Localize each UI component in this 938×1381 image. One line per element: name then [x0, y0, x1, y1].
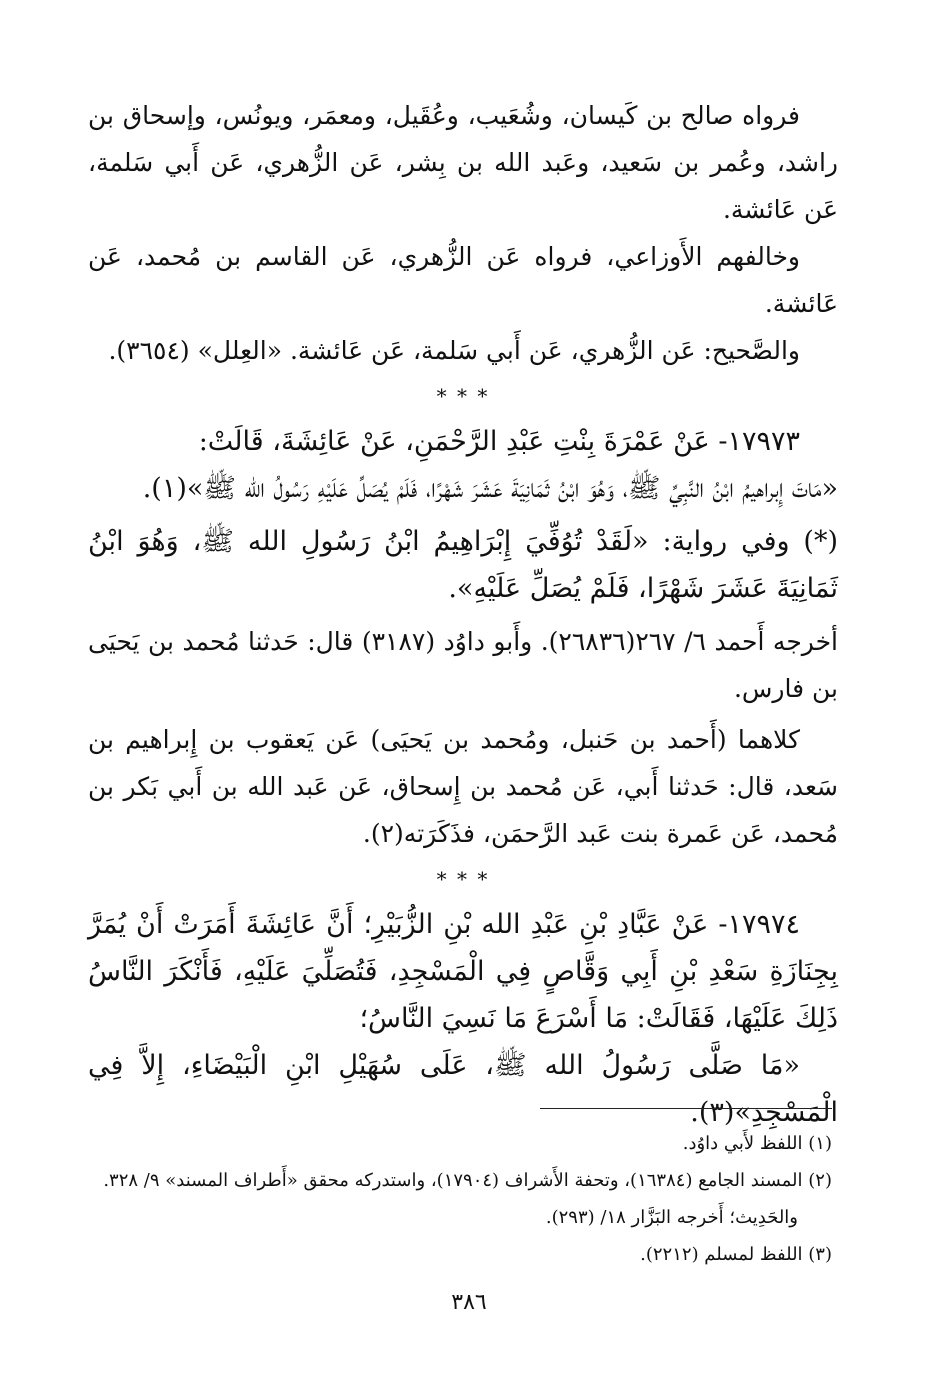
- hadith-text: «مَاتَ إِبراهيمُ ابْنُ النَّبِيِّ ﷺ، وَهُوَ ابْنُ ثَمَانِيَةَ عَشَرَ شَهْرًا، فَلَمْ يُصَلِّ عَلَيْهِ رَسُولُ الله ﷺ»(١).: [142, 473, 838, 504]
- section-separator: * * *: [436, 384, 490, 408]
- footnote-2: (٢) المسند الجامع (١٦٣٨٤)، وتحفة الأَشراف (١٧٩٠٤)، واستدركه محقق «أَطراف المسند» ٩/ ٣٢٨.: [103, 1170, 832, 1191]
- footnote-1: (١) اللفظ لأَبي داوُد.: [682, 1133, 832, 1154]
- paragraph-correct: والصَّحيح: عَن الزُّهري، عَن أَبي سَلمة، عَن عَائشة. «العِلل» (٣٦٥٤).: [108, 336, 800, 365]
- hadith-header: ١٧٩٧٤- عَنْ عَبَّادِ بْنِ عَبْدِ الله بْنِ الزُّبَيْرِ؛ أَنَّ عَائِشَةَ أَمَرَتْ أَنْ يُمَرَّ بِجِنَازَةِ سَعْدِ بْنِ أَبِي وَقَّاصٍ فِي الْمَسْجِدِ، فَتُصَلِّيَ عَلَيْهِ، فَأَنْكَرَ النَّاسُ ذَلِكَ عَلَيْهَا، فَقَالَتْ: مَا أَسْرَعَ مَا نَسِيَ النَّاسُ؛: [88, 909, 838, 1034]
- footnote-2-continuation: والحَدِيث؛ أَخرجه البَزَّار ١٨/ (٢٩٣).: [545, 1207, 798, 1228]
- page-number: ٣٨٦: [451, 1290, 487, 1315]
- section-separator: * * *: [436, 867, 490, 891]
- footnote-divider: [540, 1108, 832, 1109]
- footnote-3: (٣) اللفظ لمسلم (٢٢١٢).: [640, 1244, 832, 1265]
- takhrij-paragraph: أخرجه أَحمد ٦/ ٢٦٧(٢٦٨٣٦). وأَبو داوُد (٣١٨٧) قال: حَدثنا مُحمد بن يَحيَى بن فارس.: [88, 627, 838, 703]
- hadith-text: «مَا صَلَّى رَسُولُ الله ﷺ، عَلَى سُهَيْلِ ابْنِ الْبَيْضَاءِ، إِلاَّ فِي الْمَسْجِدِ»(٣).: [88, 1050, 838, 1128]
- footnotes: [103, 1125, 832, 1273]
- takhrij-paragraph: كلاهما (أَحمد بن حَنبل، ومُحمد بن يَحيَى) عَن يَعقوب بن إِبراهيم بن سَعد، قال: حَدثنا أَبي، عَن مُحمد بن إِسحاق، عَن عَبد الله بن أَبي بَكر بن مُحمد، عَن عَمرة بنت عَبد الرَّحمَن، فذَكَرَته(٢).: [88, 725, 838, 848]
- paragraph-narrators: فرواه صالح بن كَيسان، وشُعَيب، وعُقَيل، ومعمَر، ويونُس، وإسحاق بن راشد، وعُمر بن سَعيد، وعَبد الله بن بِشر، عَن الزُّهري، عَن أَبي سَلمة، عَن عَائشة.: [88, 101, 838, 224]
- paragraph-opposition: وخالفهم الأَوزاعي، فرواه عَن الزُّهري، عَن القاسم بن مُحمد، عَن عَائشة.: [88, 242, 838, 318]
- hadith-header: ١٧٩٧٣- عَنْ عَمْرَةَ بِنْتِ عَبْدِ الرَّحْمَنِ، عَنْ عَائِشَةَ، قَالَتْ:: [198, 426, 800, 457]
- page-body: [88, 92, 838, 1136]
- hadith-variant: (*) وفي رواية: «لَقَدْ تُوُفِّيَ إِبْرَاهِيمُ ابْنُ رَسُولِ الله ﷺ، وَهُوَ ابْنُ ثَمَانِيَةَ عَشَرَ شَهْرًا، فَلَمْ يُصَلِّ عَلَيْهِ».: [88, 526, 838, 604]
